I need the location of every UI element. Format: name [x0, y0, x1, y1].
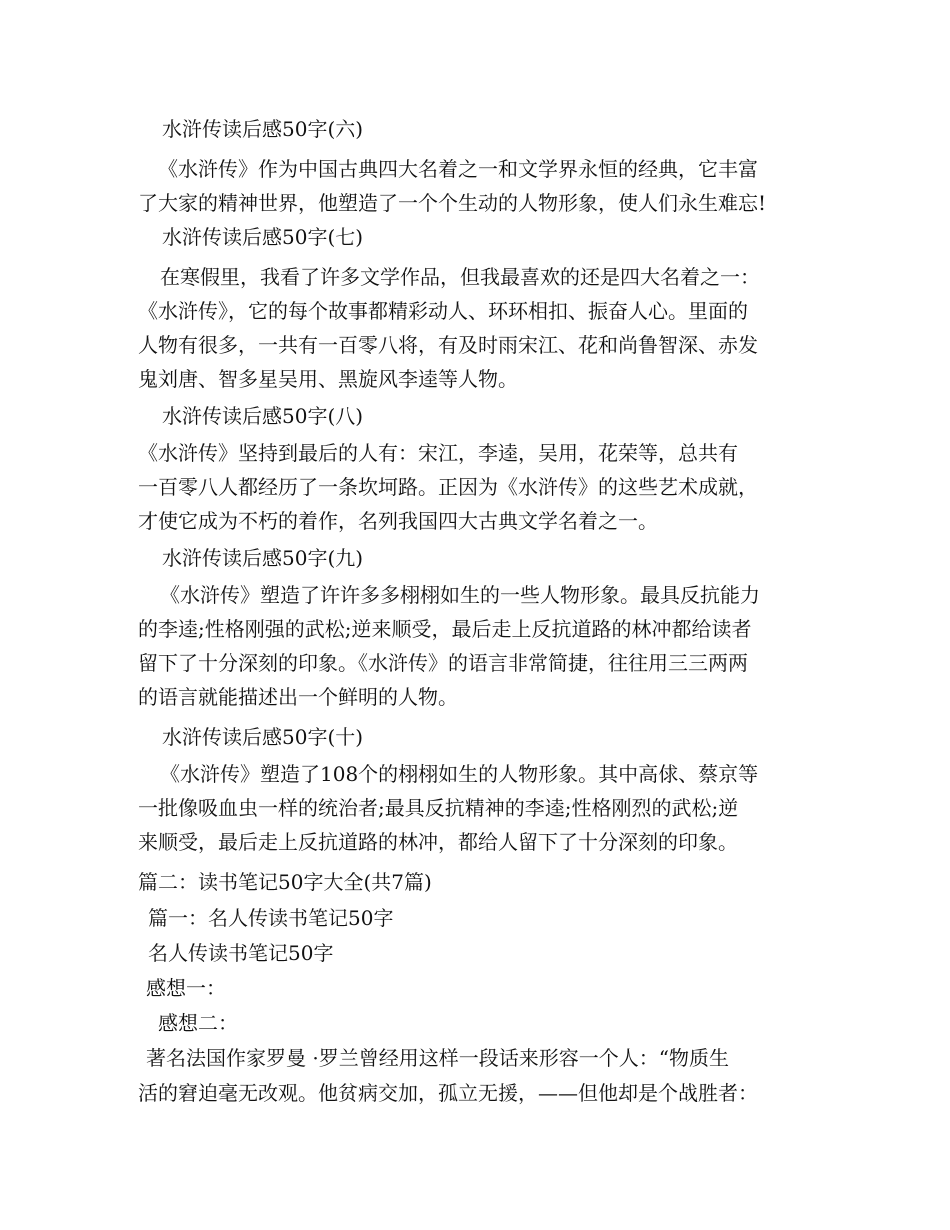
sub-title: 名人传读书笔记50字	[148, 941, 334, 965]
section-heading-9: 水浒传读后感50字(九)	[162, 546, 364, 570]
paragraph-line: 了大家的精神世界，他塑造了一个个生动的人物形象，使人们永生难忘!	[138, 191, 767, 215]
paragraph-line: 在寒假里，我看了许多文学作品，但我最喜欢的还是四大名着之一：	[160, 265, 760, 289]
paragraph-line: 活的窘迫毫无改观。他贫病交加，孤立无援，——但他却是个战胜者：	[138, 1081, 758, 1105]
paragraph-line: 鬼刘唐、智多星吴用、黑旋风李逵等人物。	[138, 367, 518, 391]
section-heading-8: 水浒传读后感50字(八)	[162, 404, 364, 428]
thought-label: 感想二：	[158, 1011, 238, 1035]
paragraph-line: 《水浒传》作为中国古典四大名着之一和文学界永恒的经典，它丰富	[158, 157, 758, 181]
paragraph-line: 的语言就能描述出一个鲜明的人物。	[138, 685, 458, 709]
paragraph-line: 一批像吸血虫一样的统治者;最具反抗精神的李逵;性格刚烈的武松;逆	[138, 796, 739, 820]
section-heading-10: 水浒传读后感50字(十)	[162, 725, 364, 749]
thought-label: 感想一：	[146, 976, 226, 1000]
chapter-heading: 篇二：读书笔记50字大全(共7篇)	[138, 870, 432, 894]
paragraph-line: 著名法国作家罗曼 ·罗兰曾经用这样一段话来形容一个人：“物质生	[146, 1046, 729, 1070]
paragraph-line: 《水浒传》坚持到最后的人有：宋江，李逵，吴用，花荣等，总共有	[138, 441, 738, 465]
paragraph-line: 《水浒传》，它的每个故事都精彩动人、环环相扣、振奋人心。里面的	[138, 299, 748, 323]
paragraph-line: 才使它成为不朽的着作，名列我国四大古典文学名着之一。	[138, 509, 658, 533]
paragraph-line: 人物有很多，一共有一百零八将，有及时雨宋江、花和尚鲁智深、赤发	[138, 333, 758, 357]
paragraph-line: 来顺受，最后走上反抗道路的林冲，都给人留下了十分深刻的印象。	[138, 830, 738, 854]
paragraph-line: 留下了十分深刻的印象。《水浒传》的语言非常简捷，往往用三三两两	[138, 651, 748, 675]
paragraph-line: 的李逵;性格刚强的武松;逆来顺受，最后走上反抗道路的林冲都给读者	[138, 617, 752, 641]
paragraph-line: 《水浒传》塑造了许许多多栩栩如生的一些人物形象。最具反抗能力	[160, 583, 760, 607]
section-heading-6: 水浒传读后感50字(六)	[162, 117, 364, 141]
section-heading-7: 水浒传读后感50字(七)	[162, 225, 364, 249]
paragraph-line: 《水浒传》塑造了108个的栩栩如生的人物形象。其中高俅、蔡京等	[160, 762, 759, 786]
subchapter-heading: 篇一：名人传读书笔记50字	[148, 906, 394, 930]
paragraph-line: 一百零八人都经历了一条坎坷路。正因为《水浒传》的这些艺术成就，	[138, 475, 758, 499]
